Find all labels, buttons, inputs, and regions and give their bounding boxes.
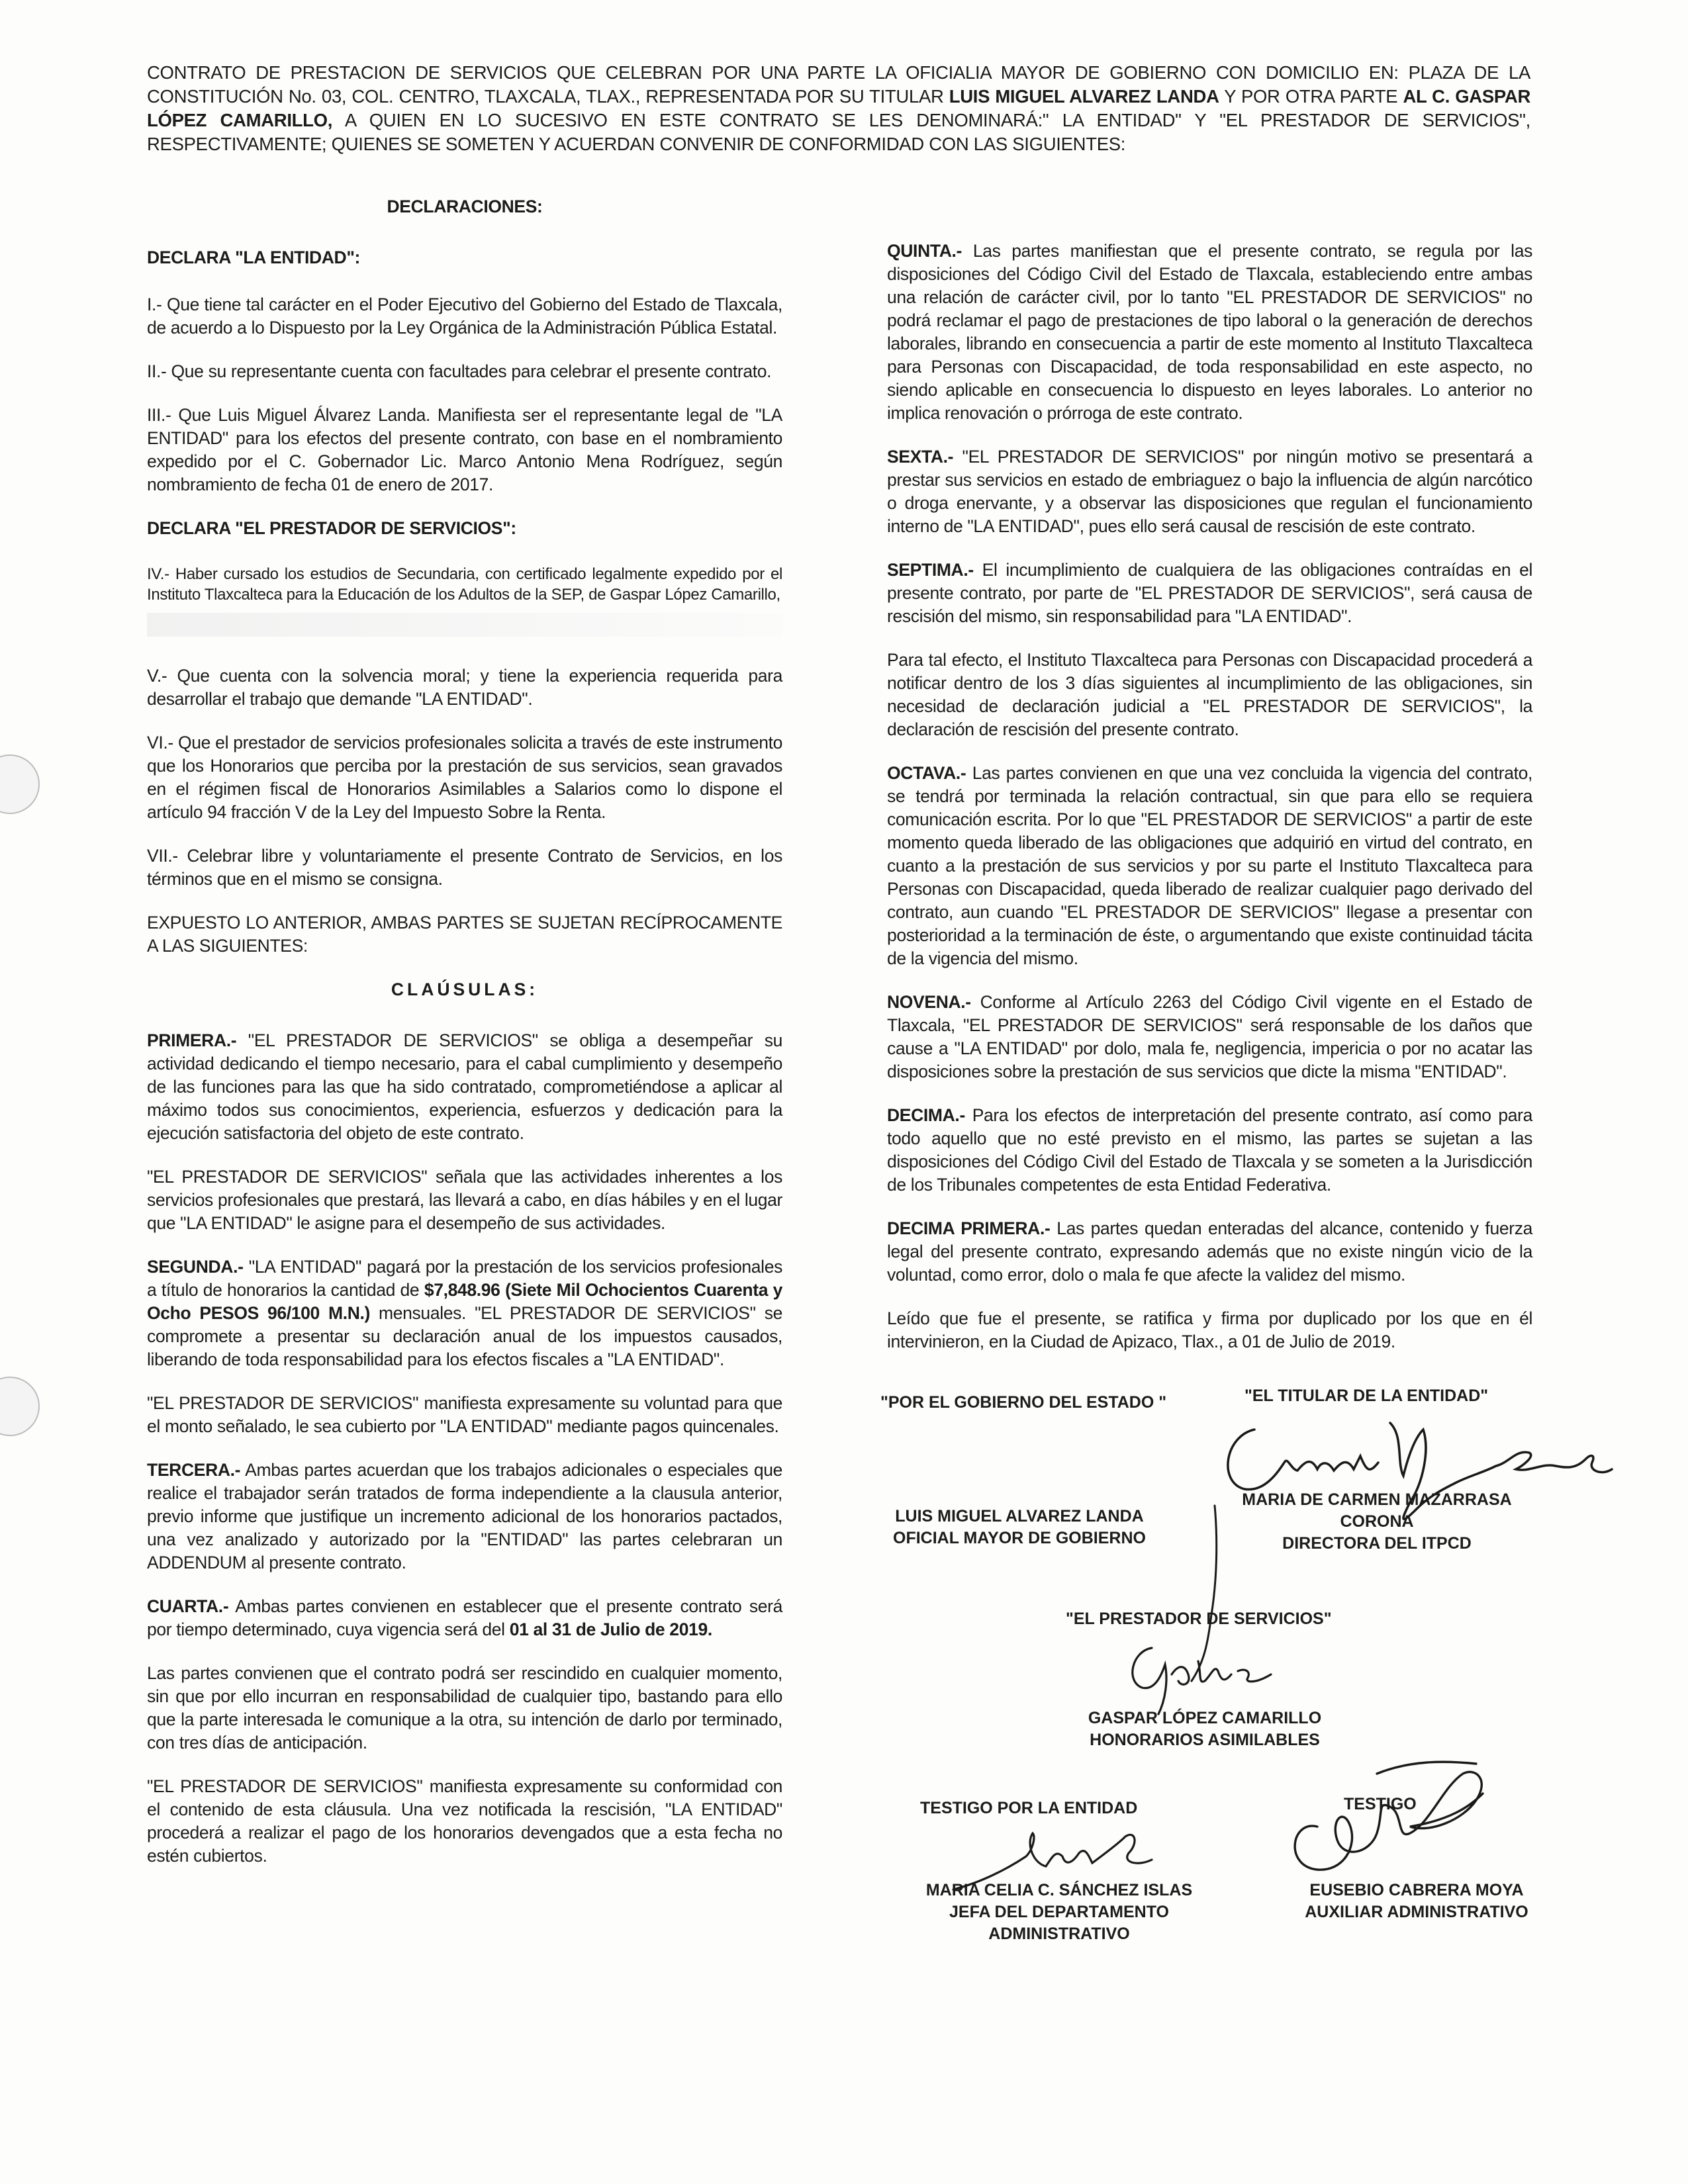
clausula-decima [887,1104,1532,1197]
declara-prestador-heading: DECLARA "EL PRESTADOR DE SERVICIOS": [147,518,516,538]
decima-primera-label: DECIMA PRIMERA.- [887,1218,1051,1238]
testigo1-signature-block [861,1880,1258,1945]
titular-role: DIRECTORA DEL ITPCD [1282,1534,1472,1553]
titular-name-1: MARIA DE CARMEN MAZARRASA [1242,1490,1512,1509]
clausula-primera-b: "EL PRESTADOR DE SERVICIOS" señala que las actividades inherentes a los servicios profesionales que prestará, las llevará a cabo, en días hábiles y en el lugar que "LA ENTIDAD" le asigne para el desempeño de sus actividades. [147,1167,782,1233]
prestador-title: "EL PRESTADOR DE SERVICIOS" [1066,1610,1332,1628]
clausula-septima [887,559,1532,628]
left-column [147,195,782,1888]
expuesto-text: EXPUESTO LO ANTERIOR, AMBAS PARTES SE SUJETAN RECÍPROCAMENTE A LAS SIGUIENTES: [147,913,782,956]
novena-label: NOVENA.- [887,992,971,1012]
testigo1-role-2: ADMINISTRATIVO [988,1925,1130,1943]
segunda-text-a: "LA ENTIDAD" pagará por la prestación de los servicios profesionales a título de honorarios la cantidad de [147,1257,782,1300]
clausula-sexta [887,445,1532,538]
cuarta-label: CUARTA.- [147,1596,229,1616]
prestador-role: HONORARIOS ASIMILABLES [1090,1731,1320,1749]
redacted-area [147,613,782,637]
header-end: A QUIEN EN LO SUCESIVO EN ESTE CONTRATO SE LES DENOMINARÁ:" LA ENTIDAD" Y "EL PRESTADOR DE SERVICIOS", RESPECTIVAMENTE; QUIENES SE SOMETEN Y ACUERDAN CONVENIR DE CONFORMIDAD CON LAS SIGUIENTES: [147,110,1530,154]
clausula-segunda [147,1255,782,1371]
titular-name-2: CORONA [1340,1512,1414,1531]
segunda-text-b: mensuales. "EL PRESTADOR DE SERVICIOS" se compromete a presentar su declaración anual de los impuestos causados, liberando de toda responsabilidad para los efectos fiscales a "LA ENTIDAD". [147,1303,782,1369]
septima-text: El incumplimiento de cualquiera de las obligaciones contraídas en el presente contrato, por parte de "EL PRESTADOR DE SERVICIOS", será causa de rescisión del mismo, sin responsabilidad para "LA ENTIDAD". [887,560,1532,626]
clausula-tercera [147,1459,782,1574]
testigo-entidad-title: TESTIGO POR LA ENTIDAD [920,1799,1138,1817]
punch-hole [0,1377,40,1436]
prestador-signature-block [1039,1707,1370,1751]
clausula-septima-b: Para tal efecto, el Instituto Tlaxcalteca para Personas con Discapacidad procederá a notificar dentro de los 3 días siguientes al incumplimiento de las obligaciones, sin necesidad de declaración judicial a "EL PRESTADOR DE SERVICIOS", la declaración de rescisión del presente contrato. [887,650,1532,739]
header-mid: Y POR OTRA PARTE [1224,86,1398,107]
header-intro: CONTRATO DE PRESTACION DE SERVICIOS QUE CELEBRAN POR UNA PARTE LA OFICIALIA MAYOR DE GOBIERNO CON DOMICILIO EN: PLAZA DE LA CONSTITUCIÓN No. 03, COL. CENTRO, TLAXCALA, TLAX., REPRESENTADA POR SU TITULAR [147,62,1530,107]
header-titular-name: LUIS MIGUEL ALVAREZ LANDA [949,86,1219,107]
declaracion-i: I.- Que tiene tal carácter en el Poder Ejecutivo del Gobierno del Estado de Tlaxcala, de acuerdo a lo Dispuesto por la Ley Orgánica de la Administración Pública Estatal. [147,295,782,338]
novena-text: Conforme al Artículo 2263 del Código Civil vigente en el Estado de Tlaxcala, "EL PRESTADOR DE SERVICIOS" será responsable de los daños que cause a "LA ENTIDAD" por dolo, mala fe, negligencia, impericia o por no acatar las disposiciones sobre la prestación de sus servicios que dicte la misma "ENTIDAD". [887,992,1532,1081]
clausula-decima-primera [887,1217,1532,1287]
right-column [887,240,1532,1374]
septima-label: SEPTIMA.- [887,560,974,580]
gobierno-title: "POR EL GOBIERNO DEL ESTADO " [880,1393,1167,1412]
sexta-text: "EL PRESTADOR DE SERVICIOS" por ningún motivo se presentará a prestar sus servicios en estado de embriaguez o bajo la influencia de algún narcótico o droga enervante, y a observar las disposiciones que regulan el funcionamiento interno de "LA ENTIDAD", pues ello será causal de rescisión de este contrato. [887,447,1532,536]
testigo2-signature-block [1258,1880,1575,1923]
header-prestador-name: AL C. GASPAR LÓPEZ CAMARILLO, [147,86,1531,130]
declaracion-ii: II.- Que su representante cuenta con facultades para celebrar el presente contrato. [147,361,772,381]
testigo2-handwritten-signature [1278,1747,1503,1886]
segunda-amount: $7,848.96 (Siete Mil Ochocientos Cuarenta y Ocho PESOS 96/100 M.N.) [147,1280,782,1323]
cuarta-dates: 01 al 31 de Julio de 2019. [509,1619,712,1639]
sexta-label: SEXTA.- [887,447,954,467]
testigo2-name: EUSEBIO CABRERA MOYA [1309,1881,1524,1899]
declaracion-iii: III.- Que Luis Miguel Álvarez Landa. Manifiesta ser el representante legal de "LA ENTIDAD" para los efectos del presente contrato, con base en el nombramiento expedido por el C. Gobernador Lic. Marco Antonio Mena Rodríguez, según nombramiento de fecha 01 de enero de 2017. [147,405,782,494]
gobierno-name: LUIS MIGUEL ALVAREZ LANDA [895,1507,1144,1525]
octava-label: OCTAVA.- [887,763,966,783]
testigo-title: TESTIGO [1344,1795,1417,1813]
segunda-label: SEGUNDA.- [147,1257,244,1277]
primera-label: PRIMERA.- [147,1030,237,1050]
gobierno-signature-block [854,1506,1185,1549]
declaracion-vii: VII.- Celebrar libre y voluntariamente el presente Contrato de Servicios, en los términos que en el mismo se consigna. [147,846,782,889]
quinta-text: Las partes manifiestan que el presente contrato, se regula por las disposiciones del Código Civil del Estado de Tlaxcala, estableciendo entre ambas una relación de carácter civil, por lo tanto "EL PRESTADOR DE SERVICIOS" no podrá reclamar el pago de prestaciones de tipo laboral o la generación de derechos laborales, librando en consecuencia a partir de este momento al Instituto Tlaxcalteca para Personas con Discapacidad, de toda responsabilidad en este aspecto, no siendo aplicable en consecuencia lo dispuesto en leyes laborales. Lo anterior no implica renovación o prórroga de este contrato. [887,241,1532,423]
cuarta-text-a: Ambas partes convienen en establecer que el presente contrato será por tiempo determinado, cuya vigencia será del [147,1596,782,1639]
quinta-label: QUINTA.- [887,241,962,261]
clausula-cuarta [147,1595,782,1641]
clausula-quinta [887,240,1532,425]
clausula-cuarta-b: Las partes convienen que el contrato podrá ser rescindido en cualquier momento, sin que por ello incurran en responsabilidad de cualquier tipo, bastando para ello que la parte interesada le comunique a la otra, su intención de darlo por terminado, con tres días de anticipación. [147,1663,782,1752]
octava-text: Las partes convienen en que una vez concluida la vigencia del contrato, se tendrá por terminada la relación contractual, sin que para ello se requiera comunicación escrita. Por lo que "EL PRESTADOR DE SERVICIOS" a partir de este momento queda liberado de las obligaciones que adquirió en virtud del contrato, en cuanto a la prestación de sus servicios y por su parte el Instituto Tlaxcalteca para Personas con Discapacidad, queda liberado de realizar cualquier pago derivado del contrato, aun cuando "EL PRESTADOR DE SERVICIOS" llegase a presentar con posterioridad a la terminación de éste, o argumentando que existe continuidad tácita de la vigencia del mismo. [887,763,1532,968]
declaraciones-title: DECLARACIONES: [387,197,543,216]
clausula-cuarta-c: "EL PRESTADOR DE SERVICIOS" manifiesta expresamente su conformidad con el contenido de esta cláusula. Una vez notificada la rescisión, "LA ENTIDAD" procederá a realizar el pago de los honorarios devengados que a esta fecha no estén cubiertos. [147,1776,782,1866]
clausula-primera [147,1029,782,1145]
clausula-novena [887,991,1532,1083]
clausula-segunda-c: "EL PRESTADOR DE SERVICIOS" manifiesta expresamente su voluntad para que el monto señalado, le sea cubierto por "LA ENTIDAD" mediante pagos quincenales. [147,1393,782,1436]
testigo2-role: AUXILIAR ADMINISTRATIVO [1305,1903,1528,1921]
decima-text: Para los efectos de interpretación del presente contrato, así como para todo aquello que no esté previsto en el mismo, las partes se sujetan a las disposiciones del Código Civil del Estado de Tlaxcala y se someten a la Jurisdicción de los Tribunales competentes de esta Entidad Federativa. [887,1105,1533,1195]
titular-title: "EL TITULAR DE LA ENTIDAD" [1244,1387,1489,1405]
declara-entidad-heading: DECLARA "LA ENTIDAD": [147,248,361,267]
clausula-octava [887,762,1532,970]
titular-signature-block [1218,1489,1536,1555]
declaracion-iv: IV.- Haber cursado los estudios de Secundaria, con certificado legalmente expedido por el Instituto Tlaxcalteca para la Educación de los Adultos de la SEP, de Gaspar López Camarillo, [147,565,782,604]
cierre-text: Leído que fue el presente, se ratifica y firma por duplicado por los que en él intervinieron, en la Ciudad de Apizaco, Tlax., a 01 de Julio de 2019. [887,1308,1532,1351]
punch-hole [0,754,40,814]
decima-label: DECIMA.- [887,1105,965,1125]
contract-header [147,61,1530,156]
testigo1-name: MARIA CELIA C. SÁNCHEZ ISLAS [925,1881,1193,1899]
primera-text: "EL PRESTADOR DE SERVICIOS" se obliga a desempeñar su actividad dedicando el tiempo necesario, para el cabal cumplimiento y desempeño de las funciones para las que ha sido contratado, comprometiéndose a aplicar al máximo todos sus conocimientos, experiencia, esfuerzos y dedicación para la ejecución satisfactoria del objeto de este contrato. [147,1030,782,1143]
clausulas-title: CLAÚSULAS: [391,979,539,999]
gobierno-role: OFICIAL MAYOR DE GOBIERNO [893,1529,1146,1547]
declaracion-v: V.- Que cuenta con la solvencia moral; y tiene la experiencia requerida para desarrollar el trabajo que demande "LA ENTIDAD". [147,666,782,709]
tercera-text: Ambas partes acuerdan que los trabajos adicionales o especiales que realice el trabajador serán tratados de forma independiente a la clausula anterior, previo informe que justifique un incremento adicional de los honorarios pactados, una vez analizado y autorizado por la "ENTIDAD" las partes celebraran un ADDENDUM al presente contrato. [147,1460,782,1572]
decima-primera-text: Las partes quedan enteradas del alcance, contenido y fuerza legal del presente contrato, expresando además que no existe ningún vicio de la voluntad, como error, dolo o mala fe que afecte la validez del mismo. [887,1218,1532,1285]
declaracion-vi: VI.- Que el prestador de servicios profesionales solicita a través de este instrumento que los Honorarios que perciba por la prestación de sus servicios, sean gravados en el régimen fiscal de Honorarios Asimilables a Salarios como lo dispone el artículo 94 fracción V de la Ley del Impuesto Sobre la Renta. [147,733,782,822]
testigo1-role-1: JEFA DEL DEPARTAMENTO [949,1903,1169,1921]
prestador-name: GASPAR LÓPEZ CAMARILLO [1088,1709,1322,1727]
tercera-label: TERCERA.- [147,1460,241,1480]
